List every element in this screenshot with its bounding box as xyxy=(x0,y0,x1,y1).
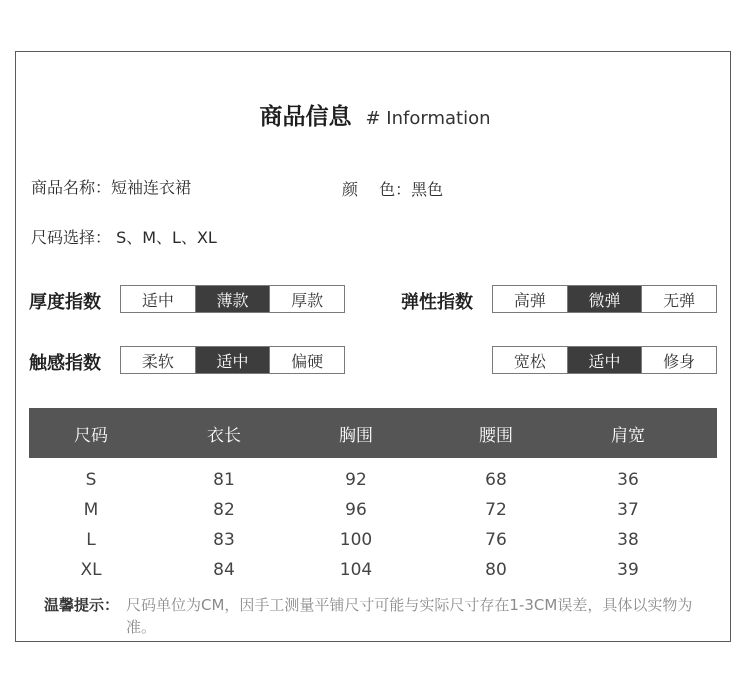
page-title: 商品信息 xyxy=(259,104,352,130)
table-cell: 100 xyxy=(339,530,373,550)
column-header-chest: 胸围 xyxy=(339,425,373,446)
fit-option[interactable]: 修身 xyxy=(641,347,716,373)
table-row xyxy=(29,525,717,555)
fit-option[interactable]: 宽松 xyxy=(513,351,546,371)
elasticity-option[interactable]: 高弹 xyxy=(513,290,546,310)
tip-label: 温馨提示： xyxy=(44,596,120,614)
fit-option-selected[interactable]: 适中 xyxy=(567,347,642,373)
column-header-shoulder: 肩宽 xyxy=(611,425,645,446)
table-cell: XL xyxy=(80,560,102,580)
table-cell: 80 xyxy=(485,560,507,580)
thickness-option[interactable]: 适中 xyxy=(141,290,174,310)
thickness-option[interactable]: 厚款 xyxy=(269,286,344,312)
touch-index-label: 触感指数 xyxy=(29,353,101,374)
elasticity-index-selector xyxy=(492,285,717,313)
thickness-index-selector xyxy=(120,285,345,313)
size-table-header xyxy=(29,408,717,458)
table-cell: 96 xyxy=(345,500,367,520)
size-options: 尺码选择： S、M、L、XL xyxy=(31,228,217,247)
table-cell: 38 xyxy=(617,530,639,550)
product-color: 颜 色：黑色 xyxy=(342,180,444,199)
table-cell: 104 xyxy=(339,560,373,580)
table-cell: 81 xyxy=(213,470,235,490)
table-cell: 39 xyxy=(617,560,639,580)
table-cell: S xyxy=(85,470,97,490)
touch-option-selected[interactable]: 适中 xyxy=(195,347,270,373)
touch-option[interactable]: 柔软 xyxy=(141,351,174,371)
table-cell: M xyxy=(83,500,99,520)
elasticity-option[interactable]: 无弹 xyxy=(641,286,716,312)
thickness-option-selected[interactable]: 薄款 xyxy=(195,286,270,312)
column-header-length: 衣长 xyxy=(207,425,241,446)
elasticity-index-label: 弹性指数 xyxy=(401,292,473,313)
fit-index-selector xyxy=(492,346,717,374)
table-cell: 68 xyxy=(485,470,507,490)
table-row xyxy=(29,495,717,525)
elasticity-option-selected[interactable]: 微弹 xyxy=(567,286,642,312)
product-name: 商品名称：短袖连衣裙 xyxy=(31,178,192,197)
tip-text: 尺码单位为CM，因手工测量平铺尺寸可能与实际尺寸存在1-3CM误差，具体以实物为准。 xyxy=(126,596,693,636)
table-cell: L xyxy=(86,530,96,550)
table-cell: 36 xyxy=(617,470,639,490)
table-cell: 72 xyxy=(485,500,507,520)
column-header-size: 尺码 xyxy=(74,425,108,446)
page-subtitle: # Information xyxy=(365,108,491,129)
table-row xyxy=(29,465,717,495)
touch-index-selector xyxy=(120,346,345,374)
table-cell: 83 xyxy=(213,530,235,550)
table-cell: 84 xyxy=(213,560,235,580)
section-header xyxy=(0,98,750,132)
table-row xyxy=(29,555,717,585)
touch-option[interactable]: 偏硬 xyxy=(269,347,344,373)
thickness-index-label: 厚度指数 xyxy=(29,292,101,313)
table-cell: 37 xyxy=(617,500,639,520)
table-cell: 82 xyxy=(213,500,235,520)
table-cell: 76 xyxy=(485,530,507,550)
table-cell: 92 xyxy=(345,470,367,490)
column-header-waist: 腰围 xyxy=(479,425,513,446)
